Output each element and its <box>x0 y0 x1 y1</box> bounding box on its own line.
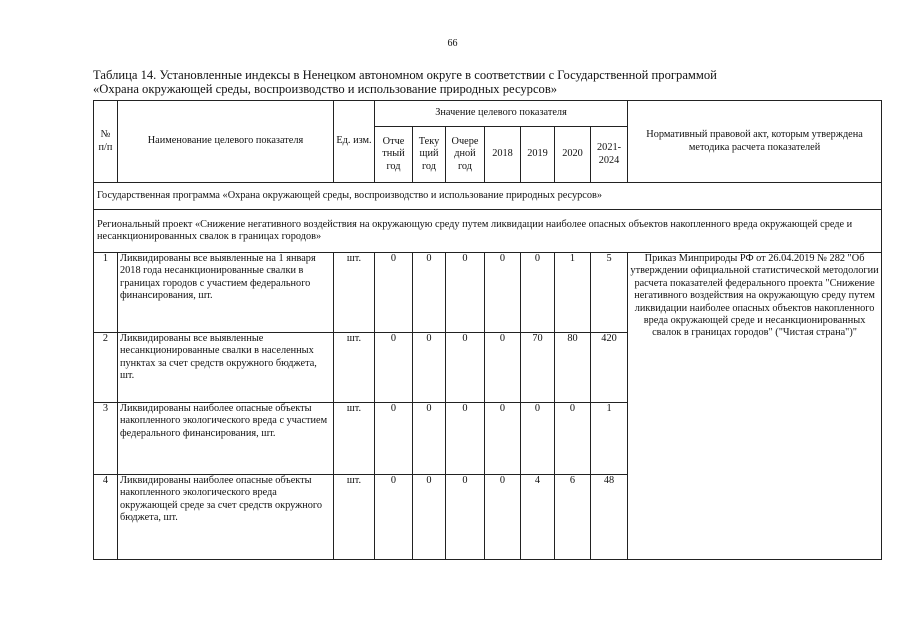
header-name: Наименование целевого показателя <box>118 101 334 183</box>
value-current-year: 0 <box>413 333 446 403</box>
row-number: 3 <box>94 403 118 475</box>
value-current-year: 0 <box>413 253 446 333</box>
value-2021-2024: 420 <box>591 333 628 403</box>
value-2020: 1 <box>555 253 591 333</box>
header-act: Нормативный правовой акт, которым утверждена методика расчета показателей <box>628 101 882 183</box>
indicators-table <box>93 100 882 560</box>
value-next-year: 0 <box>446 253 485 333</box>
indicator-name: Ликвидированы наиболее опасные объекты накопленного экологического вреда с участием федерального финансирования, шт. <box>118 403 334 475</box>
unit-cell: шт. <box>334 253 375 333</box>
value-2021-2024: 5 <box>591 253 628 333</box>
value-current-year: 0 <box>413 475 446 560</box>
header-2018: 2018 <box>485 127 521 183</box>
value-2020: 80 <box>555 333 591 403</box>
header-2020: 2020 <box>555 127 591 183</box>
value-2020: 6 <box>555 475 591 560</box>
header-2021-2024: 2021- 2024 <box>591 127 628 183</box>
value-report-year: 0 <box>375 333 413 403</box>
value-next-year: 0 <box>446 403 485 475</box>
indicator-name: Ликвидированы наиболее опасные объекты накопленного экологического вреда окружающей среде за счет средств окружного бюджета, шт. <box>118 475 334 560</box>
value-report-year: 0 <box>375 475 413 560</box>
table-title-line-2: «Охрана окружающей среды, воспроизводство и использование природных ресурсов» <box>93 82 558 96</box>
header-current-year: Теку щий год <box>413 127 446 183</box>
header-num: № п/п <box>94 101 118 183</box>
row-number: 4 <box>94 475 118 560</box>
value-2020: 0 <box>555 403 591 475</box>
value-2019: 4 <box>521 475 555 560</box>
value-2018: 0 <box>485 333 521 403</box>
program-row: Государственная программа «Охрана окружающей среды, воспроизводство и использование природных ресурсов» <box>94 183 882 210</box>
value-2019: 0 <box>521 403 555 475</box>
header-unit: Ед. изм. <box>334 101 375 183</box>
header-next-year: Очере дной год <box>446 127 485 183</box>
value-report-year: 0 <box>375 253 413 333</box>
value-2021-2024: 48 <box>591 475 628 560</box>
header-report-year: Отче тный год <box>375 127 413 183</box>
value-2018: 0 <box>485 403 521 475</box>
table-row <box>94 253 882 333</box>
value-next-year: 0 <box>446 475 485 560</box>
value-current-year: 0 <box>413 403 446 475</box>
value-2018: 0 <box>485 253 521 333</box>
unit-cell: шт. <box>334 333 375 403</box>
value-next-year: 0 <box>446 333 485 403</box>
value-report-year: 0 <box>375 403 413 475</box>
value-2019: 70 <box>521 333 555 403</box>
normative-act-cell: Приказ Минприроды РФ от 26.04.2019 № 282 "Об утверждении официальной статистической методологии расчета показателей федерального проекта "Снижение негативного воздействия на окружающую среду путем ликвидации наиболее опасных объектов накопленного вреда окружающей среде и несанкционированных свалок в границах городов" ("Чистая страна")" <box>628 253 882 560</box>
indicator-name: Ликвидированы все выявленные несанкционированные свалки в населенных пунктах за счет средств окружного бюджета, шт. <box>118 333 334 403</box>
indicator-name: Ликвидированы все выявленные на 1 января 2018 года несанкционированные свалки в границах городов с участием федерального финансирования, шт. <box>118 253 334 333</box>
row-number: 1 <box>94 253 118 333</box>
page-number: 66 <box>447 38 458 49</box>
project-row: Региональный проект «Снижение негативного воздействия на окружающую среду путем ликвидации наиболее опасных объектов накопленного вреда окружающей среде и несанкционированных свалок в границах городов» <box>94 210 882 253</box>
table-title <box>93 68 863 96</box>
value-2021-2024: 1 <box>591 403 628 475</box>
header-2019: 2019 <box>521 127 555 183</box>
value-2019: 0 <box>521 253 555 333</box>
unit-cell: шт. <box>334 475 375 560</box>
unit-cell: шт. <box>334 403 375 475</box>
table-title-line-1: Таблица 14. Установленные индексы в Ненецком автономном округе в соответствии с Государственной программой <box>93 68 717 82</box>
row-number: 2 <box>94 333 118 403</box>
header-value-group: Значение целевого показателя <box>375 101 628 127</box>
value-2018: 0 <box>485 475 521 560</box>
